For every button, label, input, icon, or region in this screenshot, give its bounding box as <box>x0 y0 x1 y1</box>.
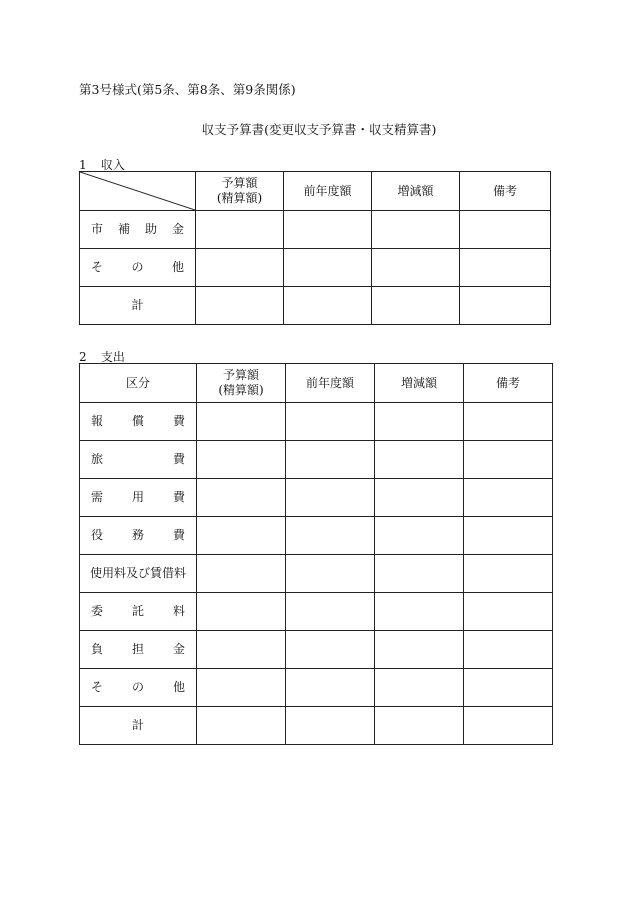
label-char: 他 <box>172 680 185 694</box>
label-char: 他 <box>171 260 184 274</box>
label-char: 費 <box>172 528 185 542</box>
expense-change-cell[interactable] <box>375 631 464 669</box>
row-label-spread <box>80 260 195 275</box>
expense-prev-year-cell[interactable] <box>286 555 375 593</box>
form-number: 第3号様式(第5条、第8条、第9条関係) <box>79 82 296 97</box>
expense-row-contribution <box>80 631 553 669</box>
expense-budget-cell[interactable] <box>197 707 286 745</box>
expense-row-commission <box>80 593 553 631</box>
income-remarks-cell[interactable] <box>460 211 551 249</box>
income-prev-year-header: 前年度額 <box>284 172 372 211</box>
expense-budget-header-line1: 予算額 <box>222 368 259 382</box>
row-label-spread <box>80 490 196 505</box>
income-budget-cell[interactable] <box>196 211 284 249</box>
expense-change-cell[interactable] <box>375 517 464 555</box>
label-char: 需 <box>91 490 104 504</box>
income-remarks-header: 備考 <box>460 172 551 211</box>
income-prev-year-cell[interactable] <box>284 211 372 249</box>
expense-prev-year-cell[interactable] <box>286 403 375 441</box>
expense-total-row <box>80 707 553 745</box>
expense-budget-cell[interactable] <box>197 517 286 555</box>
expense-budget-cell[interactable] <box>197 441 286 479</box>
expense-row-rental <box>80 555 553 593</box>
income-row-city-subsidy <box>80 211 551 249</box>
row-label-spread <box>80 414 196 429</box>
label-char: 委 <box>91 604 104 618</box>
label-char: 市 <box>91 222 104 236</box>
expense-row-label: 使用料及び賃借料 <box>80 555 197 593</box>
expense-row-label <box>80 441 197 479</box>
row-label-spread <box>80 528 196 543</box>
row-label-spread <box>80 680 196 695</box>
expense-remarks-cell[interactable] <box>464 403 553 441</box>
expense-row-label <box>80 669 197 707</box>
expense-budget-cell[interactable] <box>197 669 286 707</box>
expense-section-number: 2 <box>79 350 87 364</box>
expense-change-cell[interactable] <box>375 403 464 441</box>
expense-remarks-header: 備考 <box>464 364 553 403</box>
expense-category-header: 区分 <box>80 364 197 403</box>
expense-change-cell[interactable] <box>375 441 464 479</box>
income-diagonal-header-cell <box>80 172 196 211</box>
income-budget-header <box>196 172 284 211</box>
expense-row-label <box>80 479 197 517</box>
row-label-spread <box>80 452 196 467</box>
income-total-row <box>80 287 551 325</box>
income-budget-header-line1: 予算額 <box>221 176 258 190</box>
income-budget-cell[interactable] <box>196 249 284 287</box>
expense-prev-year-cell[interactable] <box>286 631 375 669</box>
income-change-cell[interactable] <box>372 211 460 249</box>
label-char: 旅 <box>91 452 104 466</box>
expense-table <box>79 363 553 745</box>
income-row-label <box>80 249 196 287</box>
income-remarks-cell[interactable] <box>460 287 551 325</box>
expense-section-label: 支出 <box>100 350 125 364</box>
expense-prev-year-cell[interactable] <box>286 441 375 479</box>
expense-remarks-cell[interactable] <box>464 593 553 631</box>
expense-row-services <box>80 517 553 555</box>
expense-row-label <box>80 517 197 555</box>
income-budget-header-line2: (精算額) <box>216 191 263 205</box>
label-char: 報 <box>91 414 104 428</box>
label-char: 助 <box>144 222 157 236</box>
expense-prev-year-header: 前年度額 <box>286 364 375 403</box>
expense-change-cell[interactable] <box>375 555 464 593</box>
income-table <box>79 171 551 325</box>
expense-total-label: 計 <box>80 707 197 745</box>
income-prev-year-cell[interactable] <box>284 287 372 325</box>
row-label-spread <box>80 642 196 657</box>
expense-row-label <box>80 403 197 441</box>
expense-row-travel <box>80 441 553 479</box>
label-char: そ <box>91 260 104 274</box>
expense-prev-year-cell[interactable] <box>286 479 375 517</box>
income-change-header: 増減額 <box>372 172 460 211</box>
expense-remarks-cell[interactable] <box>464 669 553 707</box>
expense-change-header: 増減額 <box>375 364 464 403</box>
expense-row-label <box>80 593 197 631</box>
expense-change-cell[interactable] <box>375 479 464 517</box>
label-char: 償 <box>131 414 144 428</box>
label-char: 費 <box>172 490 185 504</box>
income-change-cell[interactable] <box>372 249 460 287</box>
label-char: 務 <box>131 528 144 542</box>
label-char: 金 <box>171 222 184 236</box>
expense-remarks-cell[interactable] <box>464 631 553 669</box>
expense-prev-year-cell[interactable] <box>286 593 375 631</box>
label-char: そ <box>91 680 104 694</box>
income-total-label: 計 <box>80 287 196 325</box>
expense-budget-header-line2: (精算額) <box>218 383 264 397</box>
label-char: 補 <box>117 222 130 236</box>
label-char: の <box>131 260 144 274</box>
income-budget-cell[interactable] <box>196 287 284 325</box>
label-char: 託 <box>131 604 144 618</box>
income-change-cell[interactable] <box>372 287 460 325</box>
expense-change-cell[interactable] <box>375 669 464 707</box>
expense-change-cell[interactable] <box>375 593 464 631</box>
label-char: 負 <box>91 642 104 656</box>
expense-budget-cell[interactable] <box>197 593 286 631</box>
income-prev-year-cell[interactable] <box>284 249 372 287</box>
expense-remarks-cell[interactable] <box>464 555 553 593</box>
label-char: 費 <box>172 452 185 466</box>
expense-budget-cell[interactable] <box>197 403 286 441</box>
row-label-spread <box>80 222 195 237</box>
label-char: 金 <box>172 642 185 656</box>
expense-prev-year-cell[interactable] <box>286 669 375 707</box>
expense-change-cell[interactable] <box>375 707 464 745</box>
label-char: 料 <box>172 604 185 618</box>
income-row-other <box>80 249 551 287</box>
label-char: の <box>131 680 144 694</box>
income-remarks-cell[interactable] <box>460 249 551 287</box>
expense-prev-year-cell[interactable] <box>286 707 375 745</box>
label-char: 費 <box>172 414 185 428</box>
expense-remarks-cell[interactable] <box>464 479 553 517</box>
income-header-row <box>80 172 551 211</box>
label-char: 役 <box>91 528 104 542</box>
expense-header-row <box>80 364 553 403</box>
expense-prev-year-cell[interactable] <box>286 517 375 555</box>
expense-budget-cell[interactable] <box>197 555 286 593</box>
expense-remarks-cell[interactable] <box>464 517 553 555</box>
expense-budget-cell[interactable] <box>197 631 286 669</box>
document-title: 収支予算書(変更収支予算書・収支精算書) <box>201 122 437 137</box>
expense-row-remuneration <box>80 403 553 441</box>
income-row-label <box>80 211 196 249</box>
income-section-label: 収入 <box>100 158 125 172</box>
expense-remarks-cell[interactable] <box>464 441 553 479</box>
expense-budget-header <box>197 364 286 403</box>
label-char: 担 <box>131 642 144 656</box>
income-section-number: 1 <box>79 158 87 172</box>
expense-budget-cell[interactable] <box>197 479 286 517</box>
expense-remarks-cell[interactable] <box>464 707 553 745</box>
label-char: 用 <box>131 490 144 504</box>
expense-row-label <box>80 631 197 669</box>
expense-row-other <box>80 669 553 707</box>
expense-row-supplies <box>80 479 553 517</box>
row-label-spread <box>80 604 196 619</box>
